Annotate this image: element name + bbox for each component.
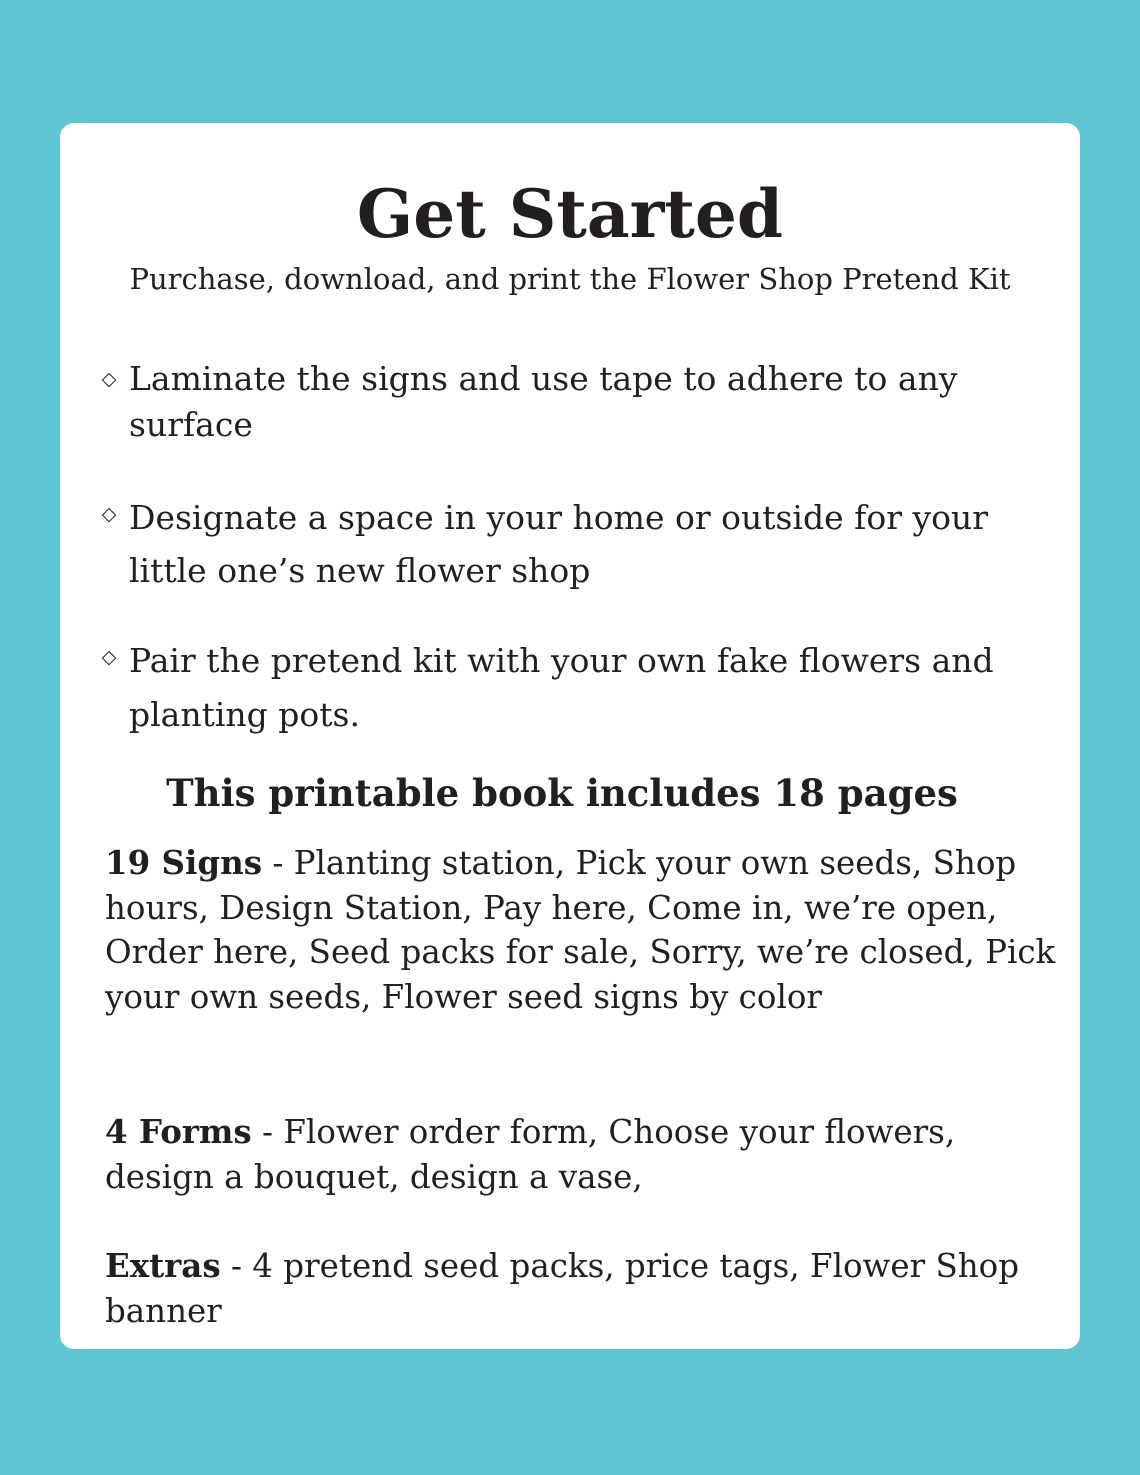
diamond-bullet-icon: ◇ bbox=[101, 646, 117, 668]
section-text: Flower order form, Choose your flowers, design a bouquet, design a vase, bbox=[105, 1113, 956, 1196]
signs-section bbox=[105, 841, 1065, 1019]
diamond-bullet-icon: ◇ bbox=[101, 503, 117, 525]
section-text: 4 pretend seed packs, price tags, Flower Shop banner bbox=[105, 1247, 1020, 1330]
step-text: Designate a space in your home or outside for your little one’s new flower shop bbox=[129, 498, 988, 590]
step-text: Laminate the signs and use tape to adhere to any surface bbox=[129, 359, 958, 444]
forms-section bbox=[105, 1110, 1065, 1199]
section-separator: - bbox=[220, 1247, 253, 1285]
includes-heading: This printable book includes 18 pages bbox=[166, 771, 958, 815]
section-text: Planting station, Pick your own seeds, Shop hours, Design Station, Pay here, Come in, we’re open, Order here, Seed packs for sale, Sorry, we’re closed, Pick your own seeds, Flower seed signs by color bbox=[105, 844, 1056, 1016]
section-label: Extras bbox=[105, 1246, 221, 1285]
diamond-bullet-icon: ◇ bbox=[101, 368, 117, 390]
step-text: Pair the pretend kit with your own fake flowers and planting pots. bbox=[129, 641, 994, 734]
page-title: Get Started bbox=[356, 175, 784, 253]
section-label: 4 Forms bbox=[105, 1112, 252, 1151]
section-separator: - bbox=[251, 1113, 284, 1151]
page-subtitle: Purchase, download, and print the Flower Shop Pretend Kit bbox=[129, 262, 1011, 296]
section-separator: - bbox=[262, 844, 294, 882]
extras-section bbox=[105, 1244, 1065, 1333]
section-label: 19 Signs bbox=[105, 843, 263, 882]
